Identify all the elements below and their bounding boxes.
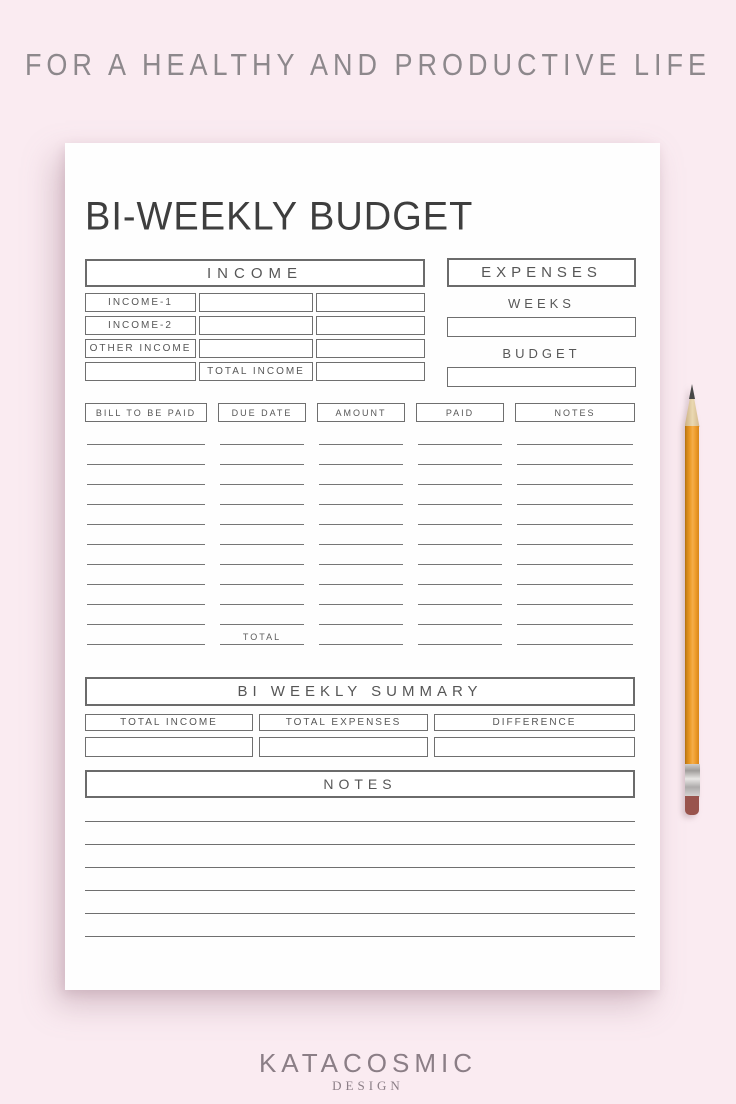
bill-line-cell: [220, 505, 304, 525]
expenses-section: [447, 258, 636, 387]
bills-col-header: AMOUNT: [317, 403, 405, 422]
bills-col-header: DUE DATE: [218, 403, 306, 422]
summary-col-label: DIFFERENCE: [434, 714, 635, 731]
bill-line-cell: [220, 625, 304, 645]
summary-section-header: BI WEEKLY SUMMARY: [85, 677, 635, 706]
note-line: [85, 868, 635, 891]
bill-line-cell: [517, 445, 633, 465]
income-section-header: INCOME: [85, 259, 425, 287]
pencil-image: [684, 384, 700, 816]
bill-line-cell: [418, 565, 502, 585]
bill-line-cell: [418, 445, 502, 465]
bill-line-cell: [87, 465, 205, 485]
bill-row: [85, 585, 635, 605]
bill-row: [85, 485, 635, 505]
summary-section: [85, 677, 635, 757]
bill-row: [85, 525, 635, 545]
bill-row: [85, 565, 635, 585]
bills-table-header-row: [85, 403, 635, 422]
bill-line-cell: [87, 585, 205, 605]
bill-row: [85, 625, 635, 645]
bill-line-cell: [220, 605, 304, 625]
budget-sheet: [65, 143, 660, 990]
summary-value-row: [85, 737, 635, 757]
income-row-label: INCOME-1: [85, 293, 196, 312]
bill-line-cell: [87, 545, 205, 565]
income-value-box: [199, 339, 313, 358]
bills-col-header: BILL TO BE PAID: [85, 403, 207, 422]
bill-line-cell: [220, 545, 304, 565]
bill-line-cell: [319, 505, 403, 525]
summary-value-box: [434, 737, 635, 757]
brand-name: KATACOSMIC: [258, 1048, 478, 1078]
bill-line-cell: [517, 545, 633, 565]
income-value-box: [85, 362, 196, 381]
bill-line-cell: [87, 445, 205, 465]
bill-line-cell: [319, 585, 403, 605]
bill-line-cell: [517, 485, 633, 505]
pencil-lead-tip: [689, 384, 695, 399]
weeks-value-box: [447, 317, 636, 337]
bill-line-cell: [319, 565, 403, 585]
bill-line-cell: [517, 565, 633, 585]
weeks-label: WEEKS: [508, 296, 575, 311]
summary-col-label: TOTAL EXPENSES: [259, 714, 428, 731]
bills-col-header: PAID: [416, 403, 504, 422]
bills-col-header: NOTES: [515, 403, 635, 422]
bill-line-cell: [87, 625, 205, 645]
bill-line-cell: [319, 625, 403, 645]
income-section: [85, 259, 425, 381]
bill-line-cell: [418, 545, 502, 565]
note-line: [85, 822, 635, 845]
bill-line-cell: [220, 425, 304, 445]
bill-line-cell: [418, 605, 502, 625]
income-row-label: OTHER INCOME: [85, 339, 196, 358]
bill-line-cell: [517, 465, 633, 485]
summary-value-box: [259, 737, 428, 757]
income-row-label: INCOME-2: [85, 316, 196, 335]
bill-row: [85, 465, 635, 485]
notes-section-header: NOTES: [85, 770, 635, 798]
summary-col-label: TOTAL INCOME: [85, 714, 253, 731]
bill-line-cell: [319, 545, 403, 565]
sheet-title: BI-WEEKLY BUDGET: [85, 195, 474, 239]
bill-line-cell: [418, 485, 502, 505]
bill-row: [85, 505, 635, 525]
bill-line-cell: [87, 485, 205, 505]
income-value-box: [316, 362, 425, 381]
note-line: [85, 799, 635, 822]
income-value-box: [316, 316, 425, 335]
income-value-box: [316, 339, 425, 358]
bill-line-cell: [517, 605, 633, 625]
bill-line-cell: [220, 525, 304, 545]
bill-row: [85, 605, 635, 625]
brand-subtitle: DESIGN: [332, 1078, 404, 1093]
note-line: [85, 891, 635, 914]
expenses-section-header: EXPENSES: [447, 258, 636, 287]
income-grid: [85, 293, 425, 381]
bill-line-cell: [87, 425, 205, 445]
bill-line-cell: [517, 505, 633, 525]
notes-lines: [85, 799, 635, 937]
bill-line-cell: [517, 585, 633, 605]
bill-line-cell: [220, 585, 304, 605]
total-income-label: TOTAL INCOME: [199, 362, 313, 381]
budget-value-box: [447, 367, 636, 387]
bill-line-cell: [418, 525, 502, 545]
bill-line-cell: [319, 485, 403, 505]
bill-row: [85, 545, 635, 565]
bill-line-cell: [87, 525, 205, 545]
bill-line-cell: [220, 465, 304, 485]
bill-line-cell: [418, 585, 502, 605]
bills-total-label: TOTAL: [242, 632, 282, 642]
bill-line-cell: [418, 465, 502, 485]
income-value-box: [199, 293, 313, 312]
pencil-ferrule: [685, 764, 700, 797]
bill-line-cell: [319, 605, 403, 625]
bill-line-cell: [87, 605, 205, 625]
budget-label: BUDGET: [502, 346, 581, 361]
page-tagline: FOR A HEALTHY AND PRODUCTIVE LIFE: [24, 48, 712, 82]
bill-line-cell: [517, 625, 633, 645]
bill-line-cell: [418, 425, 502, 445]
bill-line-cell: [220, 565, 304, 585]
bill-row: [85, 445, 635, 465]
income-value-box: [316, 293, 425, 312]
income-value-box: [199, 316, 313, 335]
bill-line-cell: [517, 525, 633, 545]
bill-line-cell: [220, 445, 304, 465]
bill-row: [85, 425, 635, 445]
bill-line-cell: [319, 445, 403, 465]
bills-table-rows: [85, 425, 635, 645]
bill-line-cell: [87, 565, 205, 585]
note-line: [85, 914, 635, 937]
bill-line-cell: [319, 465, 403, 485]
bill-line-cell: [220, 485, 304, 505]
summary-label-row: [85, 714, 635, 731]
bill-line-cell: [87, 505, 205, 525]
bill-line-cell: [319, 425, 403, 445]
bill-line-cell: [517, 425, 633, 445]
note-line: [85, 845, 635, 868]
bill-line-cell: [319, 525, 403, 545]
notes-section: [85, 770, 635, 937]
bill-line-cell: [418, 505, 502, 525]
bill-line-cell: [418, 625, 502, 645]
pencil-eraser: [685, 796, 699, 815]
pencil-body: [685, 426, 699, 765]
summary-value-box: [85, 737, 253, 757]
